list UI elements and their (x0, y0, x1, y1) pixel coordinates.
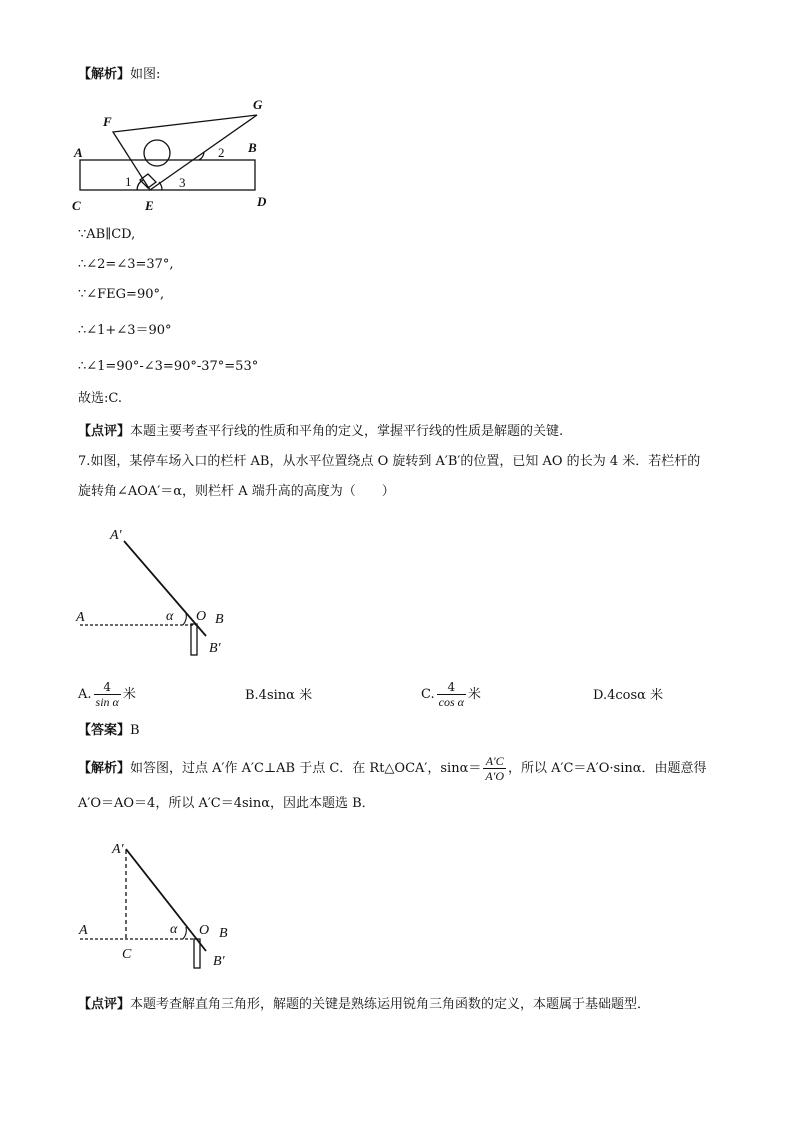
fig2-rotated-bar (124, 541, 206, 636)
fig1-rectangle (80, 160, 255, 190)
option-c-fraction (437, 680, 466, 709)
fig1-label-B: B (248, 140, 257, 155)
figure-barrier-solution (70, 830, 240, 975)
proof-line-4: ∴∠1+∠3＝90° (78, 323, 172, 338)
fig1-label-E: E (145, 198, 154, 213)
fig1-label-2: 2 (218, 145, 225, 160)
fig2-post (191, 624, 197, 655)
comment-2 (78, 996, 650, 1014)
fig2-label-Bprime: B′ (209, 641, 221, 656)
option-a-unit: 米 (122, 687, 136, 702)
proof-line-2: ∴∠2=∠3=37°, (78, 257, 174, 272)
fig1-label-A: A (74, 145, 83, 160)
fig3-label-Bprime: B′ (213, 954, 225, 969)
analysis-heading (78, 66, 160, 84)
fig2-label-alpha: α (166, 609, 174, 624)
proof-line-3: ∵∠FEG=90°, (78, 287, 165, 302)
fig2-label-A: A (76, 610, 85, 625)
comment-1-text: 本题主要考查平行线的性质和平角的定义，掌握平行线的性质是解题的关键. (130, 424, 564, 439)
comment-2-text: 本题考查解直角三角形，解题的关键是熟练运用锐角三角函数的定义，本题属于基础题型． (130, 997, 651, 1012)
analysis-2-part-1: 如答图，过点 A′作 A′C⊥AB 于点 C．在 Rt△OCA′，sinα＝ (130, 761, 482, 776)
comment-1 (78, 423, 563, 441)
proof-line-5: ∴∠1=90°-∠3=90°-37°=53° (78, 359, 259, 374)
fig1-label-G: G (253, 97, 263, 112)
option-a-fraction (94, 680, 121, 709)
fig1-label-D: D (257, 194, 267, 209)
fig3-alpha-arc (183, 927, 186, 939)
comment-2-tag: 【点评】 (78, 997, 131, 1012)
option-c-prefix: C. (421, 687, 435, 702)
question-7-line-1: 7.如图，某停车场入口的栏杆 AB，从水平位置绕点 O 旋转到 A′B′的位置，已知 AO 的长为 4 米．若栏杆的 (78, 454, 701, 469)
fig2-label-O: O (196, 609, 207, 624)
fig3-rotated-bar (126, 849, 206, 951)
analysis-2-line-1 (78, 754, 707, 784)
answer-line (78, 722, 140, 740)
fig3-label-A: A (79, 923, 88, 938)
fig2-label-B: B (215, 612, 224, 627)
analysis-2-line-2: A′O＝AO＝4，所以 A′C＝4sinα，因此本题选 B． (78, 796, 375, 811)
answer-tag: 【答案】 (78, 723, 131, 738)
question-7-line-2: 旋转角∠AOA′＝α，则栏杆 A 端升高的高度为（ ） (78, 484, 395, 499)
answer-value: B (130, 723, 140, 738)
fig3-label-alpha: α (170, 922, 178, 937)
fig3-label-O: O (199, 923, 210, 938)
fig1-label-1: 1 (125, 174, 132, 189)
fig1-angle3-arc (159, 182, 162, 190)
analysis-2-frac-denominator: A′O (485, 769, 504, 783)
proof-line-1: ∵AB∥CD, (78, 227, 136, 242)
analysis-text: 如图: (130, 67, 161, 82)
fig1-circle (144, 140, 170, 166)
comment-1-tag: 【点评】 (78, 424, 131, 439)
fig2-alpha-arc (183, 613, 186, 625)
choose-line: 故选:C. (78, 391, 122, 406)
option-c-denominator: cos α (438, 695, 464, 709)
option-c-numerator: 4 (437, 680, 466, 695)
fig2-label-Aprime: A′ (110, 528, 122, 543)
option-c-unit: 米 (467, 687, 481, 702)
fig1-label-F: F (103, 114, 112, 129)
analysis-2-part-2: ，所以 A′C＝A′O·sinα．由题意得 (507, 761, 707, 776)
fig3-label-Aprime: A′ (112, 842, 124, 857)
option-b[interactable]: B.4sinα 米 (245, 688, 313, 703)
option-a-prefix: A. (78, 687, 92, 702)
option-c[interactable] (421, 680, 481, 709)
analysis-2-tag: 【解析】 (78, 761, 131, 776)
analysis-2-frac-numerator: A′C (483, 754, 506, 769)
option-a-numerator: 4 (94, 680, 121, 695)
fig1-label-C: C (72, 198, 81, 213)
fig3-label-B: B (219, 926, 228, 941)
analysis-2-fraction (483, 754, 506, 783)
fig1-label-3: 3 (179, 175, 186, 190)
option-a-denominator: sin α (95, 695, 119, 709)
figure-parallel-lines (70, 95, 290, 215)
option-d[interactable]: D.4cosα 米 (593, 688, 664, 703)
analysis-tag: 【解析】 (78, 67, 131, 82)
figure-barrier (70, 520, 240, 660)
fig3-label-C: C (122, 947, 132, 962)
option-a[interactable] (78, 680, 136, 709)
